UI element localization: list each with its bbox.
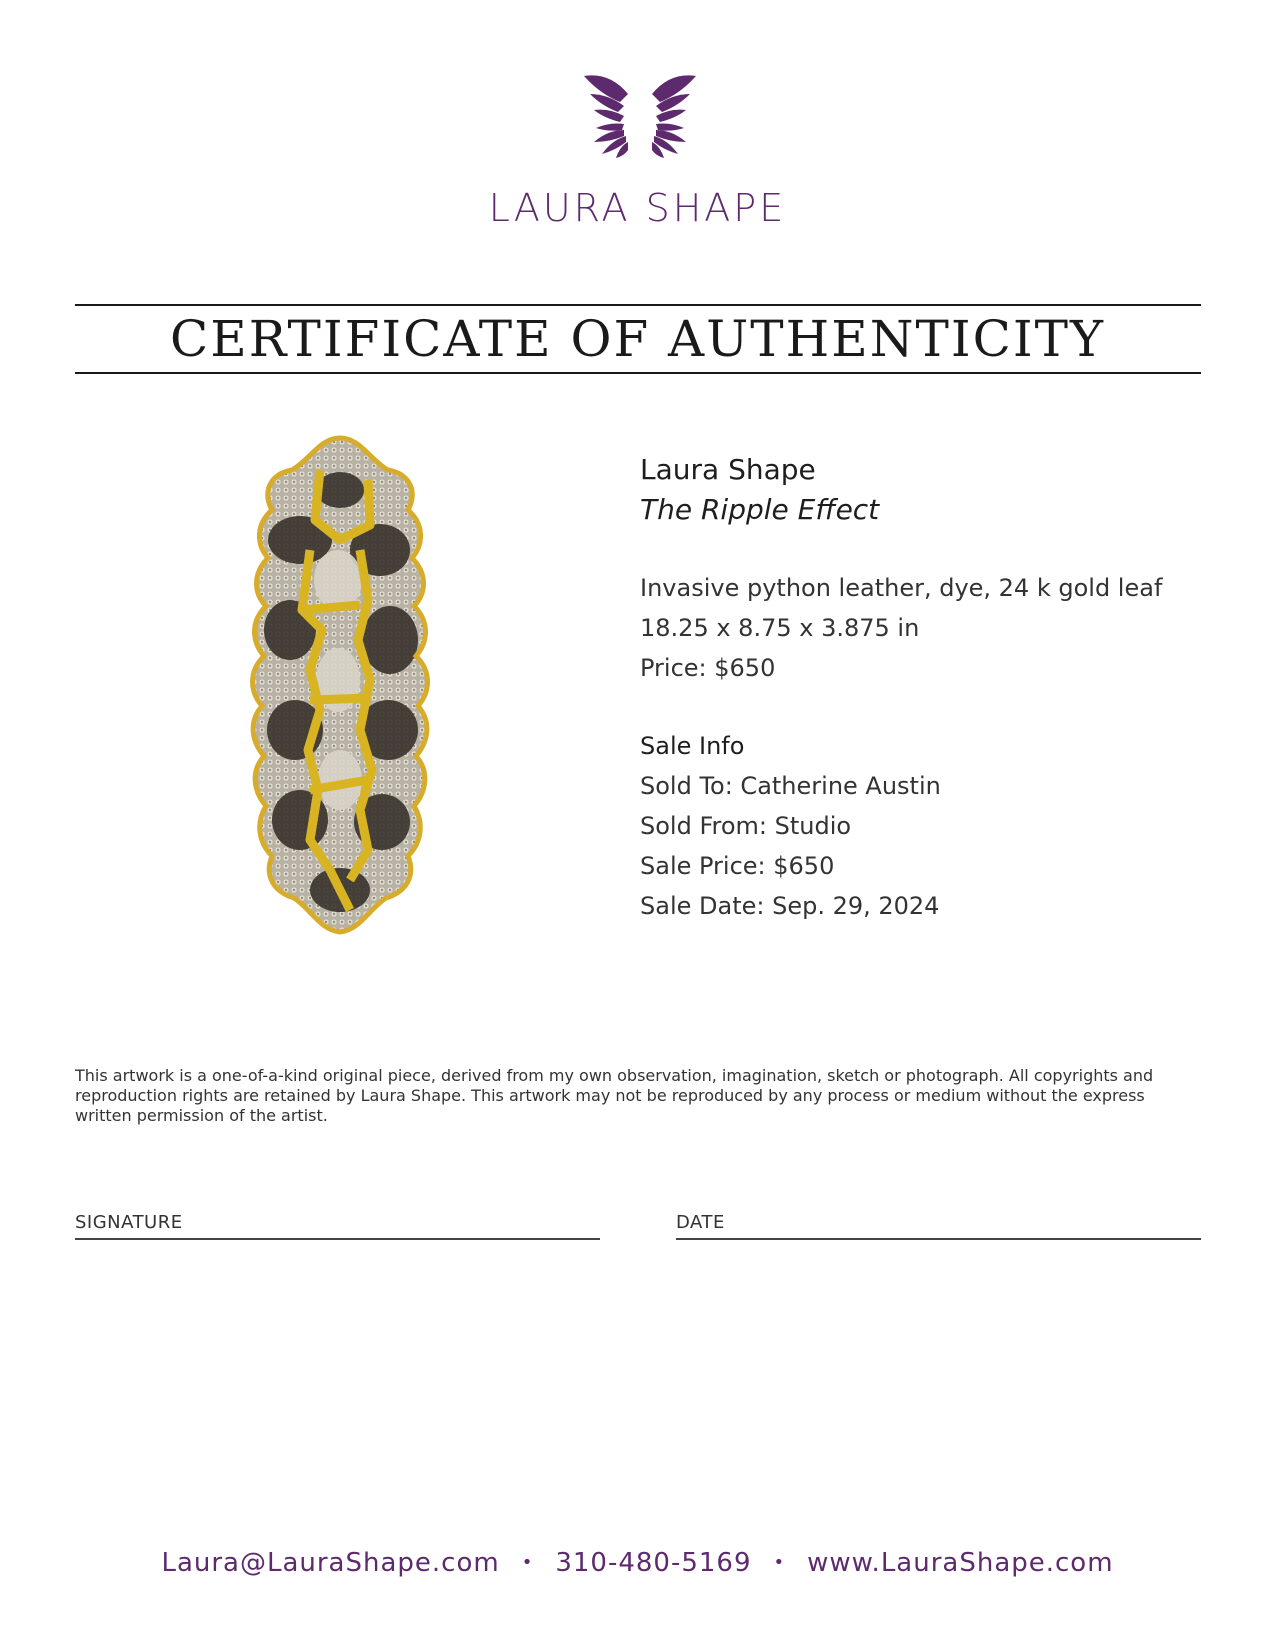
phone-number[interactable]: 310-480-5169 <box>555 1548 752 1578</box>
title-rule-bottom <box>75 372 1201 374</box>
title-rule-top <box>75 304 1201 306</box>
sold-from: Sold From: Studio <box>640 812 852 840</box>
artwork-medium: Invasive python leather, dye, 24 k gold leaf <box>640 574 1163 602</box>
sold-to: Sold To: Catherine Austin <box>640 772 941 800</box>
website-link[interactable]: www.LauraShape.com <box>807 1548 1114 1578</box>
artwork-specs <box>640 568 1220 688</box>
brand-name: LAURA SHAPE <box>488 186 787 230</box>
date-label: DATE <box>676 1212 725 1233</box>
signature-field[interactable] <box>75 1212 600 1240</box>
footer-separator: • <box>521 1552 534 1573</box>
artwork-price: Price: $650 <box>640 654 776 682</box>
signature-label: SIGNATURE <box>75 1212 183 1233</box>
artwork-image <box>210 430 470 940</box>
sale-date: Sale Date: Sep. 29, 2024 <box>640 892 940 920</box>
artwork-dimensions: 18.25 x 8.75 x 3.875 in <box>640 614 920 642</box>
signature-line <box>75 1238 600 1240</box>
date-field[interactable] <box>676 1212 1201 1240</box>
sale-info-heading: Sale Info <box>640 732 745 760</box>
email-link[interactable]: Laura@LauraShape.com <box>161 1548 500 1578</box>
butterfly-icon <box>580 72 700 162</box>
artist-name: Laura Shape <box>640 453 816 486</box>
sale-price: Sale Price: $650 <box>640 852 835 880</box>
certificate-title: CERTIFICATE OF AUTHENTICITY <box>170 310 1105 368</box>
artwork-title: The Ripple Effect <box>640 493 880 526</box>
footer-separator: • <box>773 1552 786 1573</box>
copyright-notice: This artwork is a one-of-a-kind original piece, derived from my own observation, imagination, sketch or photograph. All copyrights and reproduction rights are retained by Laura Shape. This artwork may not be reproduced by any process or medium without the express written permission of the artist. <box>75 1066 1154 1125</box>
sale-info <box>640 726 1220 926</box>
date-line <box>676 1238 1201 1240</box>
artwork-info <box>640 450 1220 926</box>
contact-footer <box>0 1548 1275 1578</box>
